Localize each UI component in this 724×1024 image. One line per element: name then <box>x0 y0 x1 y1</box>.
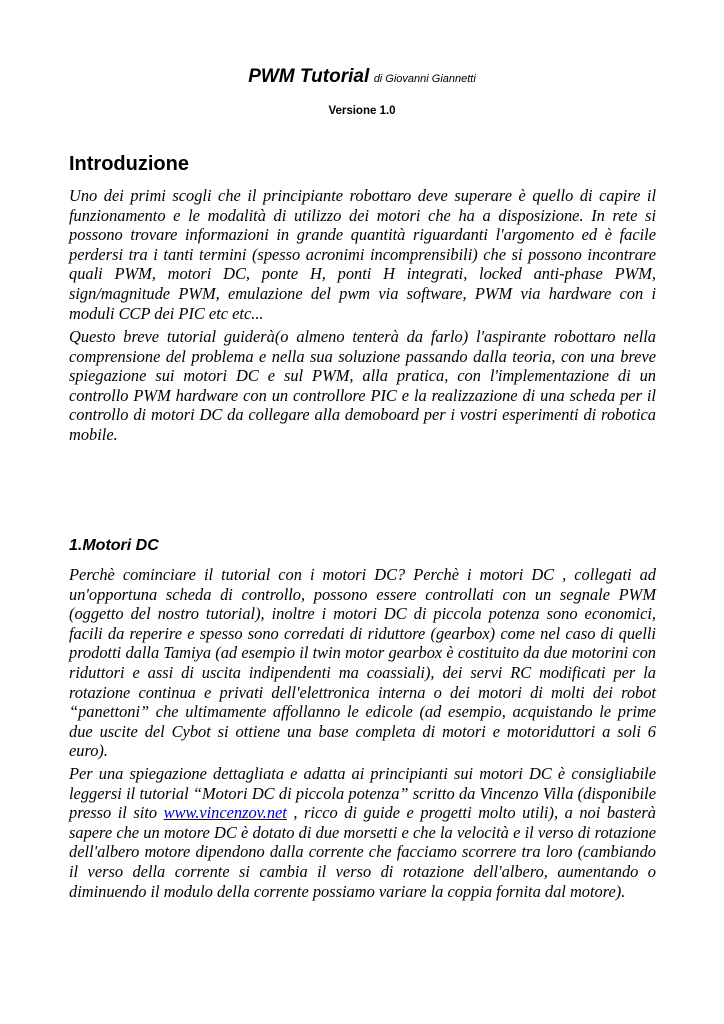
paragraph-text-before-link: Per una spiegazione dettagliata e adatta ai principianti sui motori DC è consigliabile leggersi il tutorial “Motori DC di piccola potenza” scritto da Vincenzo Villa (disponibile presso il sito <box>69 764 656 823</box>
title-text: PWM Tutorial <box>248 66 370 87</box>
vincenzov-link[interactable]: www.vincenzov.net <box>163 803 287 823</box>
author-text: di Giovanni Giannetti <box>373 73 476 85</box>
paragraph-text-after-link: , ricco di guide e progetti molto utili), a noi basterà sapere che un motore DC è dotato di due morsetti e che la velocità e il verso di rotazione dell'albero motore dipendono dalla corrente che facciamo scorrere tra loro (cambiando il verso della corrente si cambia il verso di rotazione dell'albero, aumentando o diminuendo il modulo della corrente possiamo variare la coppia fornita dal motore). <box>69 803 656 901</box>
intro-paragraph-2: Questo breve tutorial guiderà(o almeno tenterà da farlo) l'aspirante robottaro nella comprensione del problema e nella sua soluzione passando dalla teoria, con una breve spiegazione sui motori DC e sul PWM, alla pratica, con l'implementazione di un controllo PWM hardware con un controllore PIC e la realizzazione di una scheda per il controllo di motori DC da collegare alla demoboard per i vostri esperimenti di robotica mobile. <box>69 327 656 444</box>
section-1-paragraph-1: Perchè cominciare il tutorial con i motori DC? Perchè i motori DC , collegati ad un'opportuna scheda di controllo, possono essere controllati con un segnale PWM (oggetto del nostro tutorial), inoltre i motori DC di piccola potenza sono economici, facili da reperire e spesso sono corredati di riduttore (gearbox) come nel caso di quelli prodotti dalla Tamiya (ad esempio il twin motor gearbox è costituito da due motorini con riduttori e assi di uscita indipendenti ma coassiali), dei servi RC modificati per la rotazione continua e privati dell'elettronica interna o dei motori di molti dei robot “panettoni” che ultimamente affollanno le edicole (ad esempio, acquistando le prime due uscite del Cybot si ottiene una base completa di motori e motoriduttori a soli 6 euro). <box>69 565 656 761</box>
section-1-paragraph-2 <box>69 764 656 901</box>
intro-paragraph-1: Uno dei primi scogli che il principiante robottaro deve superare è quello di capire il funzionamento e le modalità di utilizzo dei motori che ha a disposizione. In rete si possono trovare informazioni in grande quantità riguardanti l'argomento ed è facile perdersi tra i tanti termini (spesso acronimi incomprensibili) che si possono incontrare quali PWM, motori DC, ponte H, ponti H integrati, locked anti-phase PWM, sign/magnitude PWM, emulazione del pwm via software, PWM via hardware con i moduli CCP dei PIC etc etc... <box>69 186 656 323</box>
intro-heading: Introduzione <box>69 153 189 175</box>
document-title <box>0 66 724 88</box>
version-label: Versione 1.0 <box>328 105 396 117</box>
section-1-heading: 1.Motori DC <box>69 537 159 554</box>
